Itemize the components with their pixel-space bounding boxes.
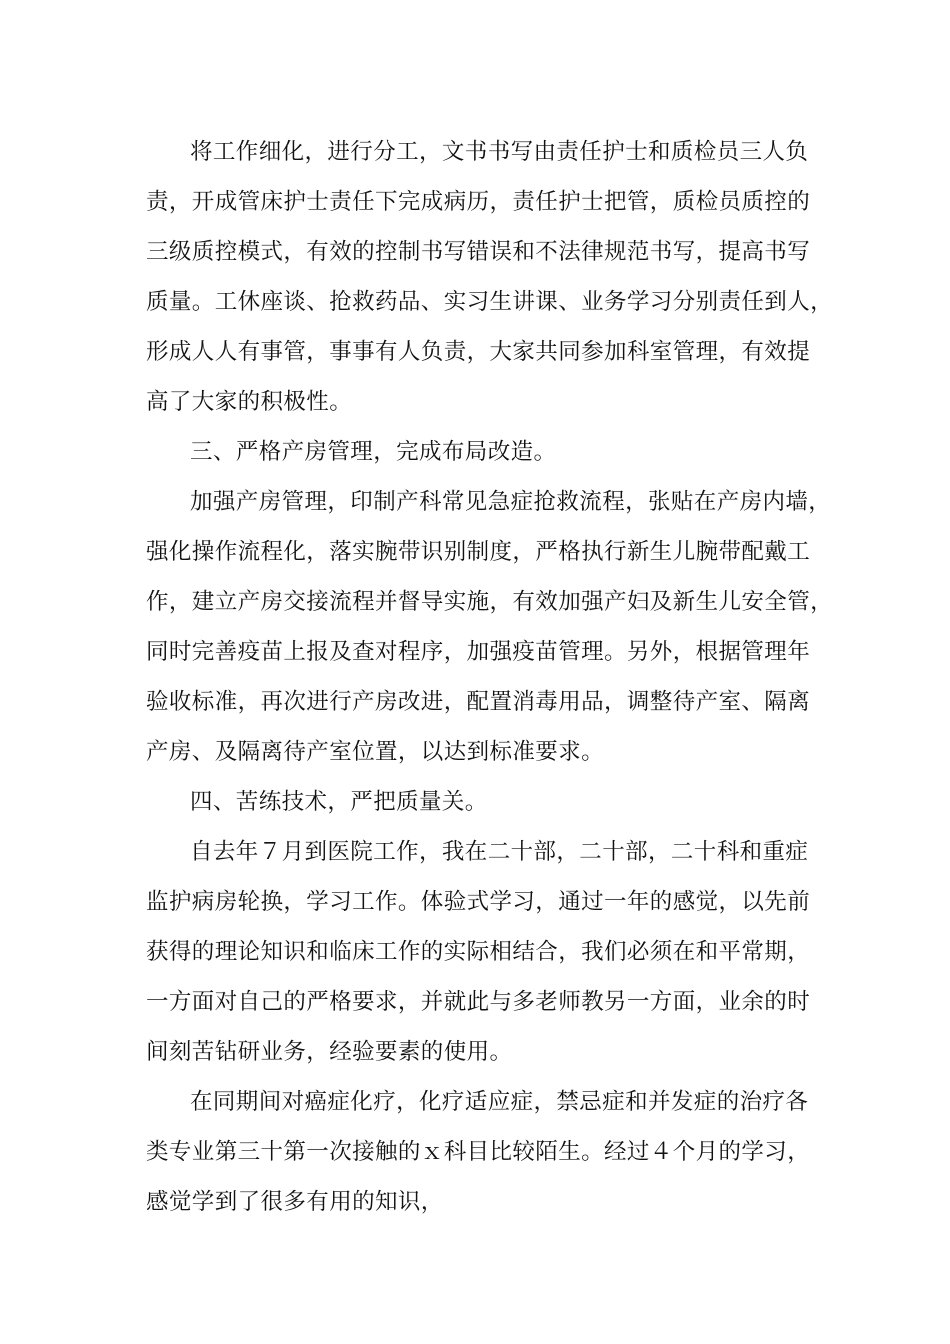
- paragraph-3-line-3: 获得的理论知识和临床工作的实际相结合，我们必须在和平常期，: [146, 939, 811, 965]
- paragraph-1-line-6: 高了大家的积极性。: [146, 389, 353, 415]
- section-heading-4: 四、苦练技术，严把质量关。: [190, 789, 488, 815]
- paragraph-2-line-2: 强化操作流程化，落实腕带识别制度，严格执行新生儿腕带配戴工: [146, 539, 811, 565]
- paragraph-1-line-5: 形成人人有事管，事事有人负责，大家共同参加科室管理，有效提: [146, 339, 811, 365]
- paragraph-1-line-3: 三级质控模式，有效的控制书写错误和不法律规范书写，提高书写: [146, 239, 811, 265]
- paragraph-3-line-1: 自去年７月到医院工作，我在二十部，二十部，二十科和重症: [190, 839, 809, 865]
- paragraph-1-line-1: 将工作细化，进行分工，文书书写由责任护士和质检员三人负: [190, 139, 809, 165]
- paragraph-3-line-2: 监护病房轮换，学习工作。体验式学习，通过一年的感觉，以先前: [146, 889, 811, 915]
- section-heading-3: 三、严格产房管理，完成布局改造。: [190, 439, 557, 465]
- paragraph-2-line-3: 作，建立产房交接流程并督导实施，有效加强产妇及新生儿安全管，: [146, 589, 834, 615]
- paragraph-3-line-4: 一方面对自己的严格要求，并就此与多老师教另一方面，业余的时: [146, 989, 811, 1015]
- paragraph-1-line-2: 责，开成管床护士责任下完成病历，责任护士把管，质检员质控的: [146, 189, 811, 215]
- paragraph-2-line-4: 同时完善疫苗上报及查对程序，加强疫苗管理。另外，根据管理年: [146, 639, 811, 665]
- paragraph-4-line-3: 感觉学到了很多有用的知识，: [146, 1189, 444, 1215]
- paragraph-2-line-6: 产房、及隔离待产室位置，以达到标准要求。: [146, 739, 605, 765]
- paragraph-4-line-1: 在同期间对癌症化疗，化疗适应症，禁忌症和并发症的治疗各: [190, 1089, 809, 1115]
- paragraph-2-line-5: 验收标准，再次进行产房改进，配置消毒用品，调整待产室、隔离: [146, 689, 811, 715]
- paragraph-1-line-4: 质量。工休座谈、抢救药品、实习生讲课、业务学习分别责任到人，: [146, 289, 834, 315]
- paragraph-2-line-1: 加强产房管理，印制产科常见急症抢救流程，张贴在产房内墙，: [190, 489, 832, 515]
- paragraph-4-line-2: 类专业第三十第一次接触的ｘ科目比较陌生。经过４个月的学习，: [146, 1139, 811, 1165]
- paragraph-3-line-5: 间刻苦钻研业务，经验要素的使用。: [146, 1039, 513, 1065]
